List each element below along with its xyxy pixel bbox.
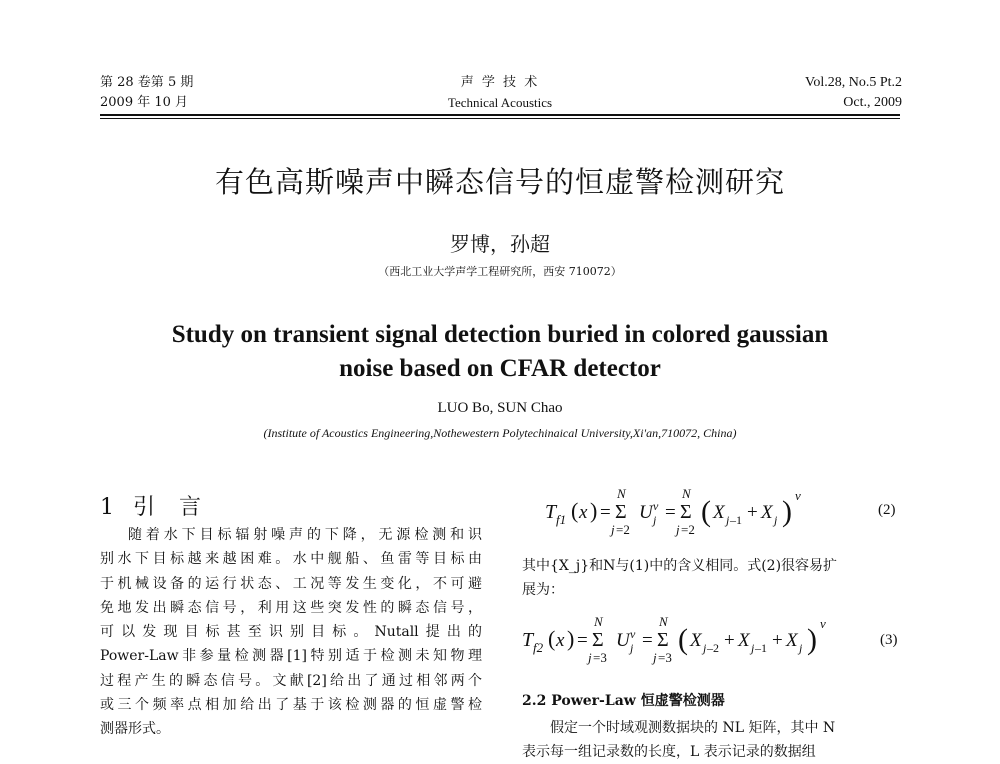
svg-text:j: j (799, 641, 803, 655)
svg-text:T: T (522, 629, 534, 651)
section-heading-intro (100, 490, 202, 521)
svg-text:(: ( (571, 498, 579, 523)
journal-vol-en: Vol.28, No.5 Pt.2 (805, 75, 902, 90)
svg-text:j: j (588, 650, 592, 665)
intro-paragraph (100, 523, 482, 742)
intro-line: 过程产生的瞬态信号。文献[2]给出了通过相邻两个 (100, 672, 482, 689)
svg-text:T: T (545, 501, 557, 523)
svg-text:): ) (807, 623, 817, 656)
svg-text:U: U (616, 630, 630, 651)
svg-text:j: j (630, 641, 634, 655)
journal-volume-issue: 第 28 卷第 5 期 (100, 75, 194, 90)
svg-text:x: x (556, 630, 565, 651)
svg-text:X: X (690, 630, 702, 651)
journal-name-en: Technical Acoustics (447, 95, 553, 110)
header-rule-thin (100, 118, 900, 119)
svg-text:U: U (639, 502, 653, 523)
svg-text:–1: –1 (755, 641, 767, 655)
paper-title-en-line2: noise based on CFAR detector (339, 355, 661, 382)
section-number: 1 (100, 495, 115, 520)
equation-2 (545, 482, 865, 544)
intro-line: 于机械设备的运行状态、工况等发生变化，不可避 (100, 575, 482, 592)
svg-text:Σ: Σ (592, 629, 604, 651)
svg-text:=2: =2 (681, 522, 695, 537)
svg-text:(: ( (548, 626, 556, 651)
svg-text:j: j (726, 513, 730, 527)
svg-text:+: + (772, 630, 783, 651)
svg-text:f1: f1 (556, 512, 567, 527)
svg-text:+: + (747, 502, 758, 523)
svg-text:=: = (577, 630, 588, 651)
affiliation-en: (Institute of Acoustics Engineering,Nothewestern Polytechinaical University,Xi'an,710072, China) (263, 426, 737, 440)
equation-2-note-line: 其中{X_j}和N与(1)中的含义相同。式(2)很容易扩 (522, 558, 838, 574)
svg-text:j: j (653, 650, 657, 665)
svg-text:f2: f2 (533, 640, 544, 655)
intro-line: 免地发出瞬态信号，利用这些突发性的瞬态信号， (100, 599, 482, 616)
svg-text:j: j (751, 641, 755, 655)
svg-text:+: + (724, 630, 735, 651)
svg-text:Σ: Σ (680, 501, 692, 523)
equation-3-number: (3) (880, 632, 898, 648)
svg-text:ν: ν (653, 499, 659, 513)
svg-text:X: X (738, 630, 750, 651)
svg-text:=3: =3 (658, 650, 672, 665)
svg-text:ν: ν (820, 616, 826, 631)
svg-text:=: = (642, 630, 653, 651)
svg-text:Σ: Σ (657, 629, 669, 651)
svg-text:–1: –1 (730, 513, 742, 527)
section-2-2-line: 表示每一组记录数的长度，L 表示记录的数据组 (522, 744, 816, 760)
intro-line: 随着水下目标辐射噪声的下降，无源检测和识 (128, 527, 482, 543)
svg-text:N: N (682, 486, 691, 501)
intro-line: 可以发现目标甚至识别目标。Nutall提出的 (100, 624, 482, 641)
journal-date: 2009 年 10 月 (100, 95, 189, 110)
svg-text:N: N (594, 614, 603, 629)
svg-text:(: ( (678, 623, 688, 656)
intro-line: 别水下目标越来越困难。水中舰船、鱼雷等目标由 (100, 551, 482, 568)
header-rule (100, 114, 900, 116)
svg-text:j: j (676, 522, 680, 537)
journal-date-en: Oct., 2009 (843, 95, 902, 110)
svg-text:j: j (774, 513, 778, 527)
intro-line: 测器形式。 (100, 721, 170, 738)
svg-text:=: = (600, 502, 611, 523)
svg-text:(: ( (701, 495, 711, 528)
paper-title-cn: 有色高斯噪声中瞬态信号的恒虚警检测研究 (214, 165, 785, 199)
intro-line: 或三个频率点相加给出了基于该检测器的恒虚警检 (100, 697, 482, 714)
svg-text:X: X (713, 502, 725, 523)
svg-text:): ) (590, 498, 598, 523)
svg-text:=2: =2 (616, 522, 630, 537)
svg-text:X: X (761, 502, 773, 523)
svg-text:x: x (579, 502, 588, 523)
equation-2-number: (2) (878, 502, 896, 518)
equation-2-note-line: 展为： (522, 582, 564, 598)
journal-name-cn: 声 学 技 术 (460, 75, 540, 90)
svg-text:): ) (782, 495, 792, 528)
paper-title-en-line1: Study on transient signal detection buried in colored gaussian (171, 321, 829, 348)
svg-text:=3: =3 (593, 650, 607, 665)
svg-text:j: j (611, 522, 615, 537)
paper-title-en (0, 318, 1000, 386)
authors-en: LUO Bo, SUN Chao (437, 400, 563, 416)
equation-3 (522, 610, 882, 672)
section-title: 引 言 (133, 495, 203, 520)
equation-2-note (522, 554, 902, 602)
svg-text:–2: –2 (707, 641, 719, 655)
svg-text:Σ: Σ (615, 501, 627, 523)
svg-text:j: j (653, 513, 657, 527)
svg-text:N: N (617, 486, 626, 501)
svg-text:N: N (659, 614, 668, 629)
svg-text:ν: ν (795, 488, 801, 503)
svg-text:ν: ν (630, 627, 636, 641)
section-2-2-paragraph (522, 716, 902, 764)
svg-text:X: X (786, 630, 798, 651)
subsection-heading-2-2: 2.2 Power-Law 恒虚警检测器 (522, 693, 725, 709)
svg-text:j: j (703, 641, 707, 655)
affiliation-cn: （西北工业大学声学工程研究所，西安 710072） (378, 265, 622, 278)
authors-cn: 罗博，孙超 (450, 232, 550, 256)
svg-text:): ) (567, 626, 575, 651)
svg-text:=: = (665, 502, 676, 523)
intro-line: Power-Law非参量检测器[1]特别适于检测未知物理 (100, 648, 482, 665)
section-2-2-line: 假定一个时域观测数据块的 NL 矩阵，其中 N (550, 720, 836, 736)
